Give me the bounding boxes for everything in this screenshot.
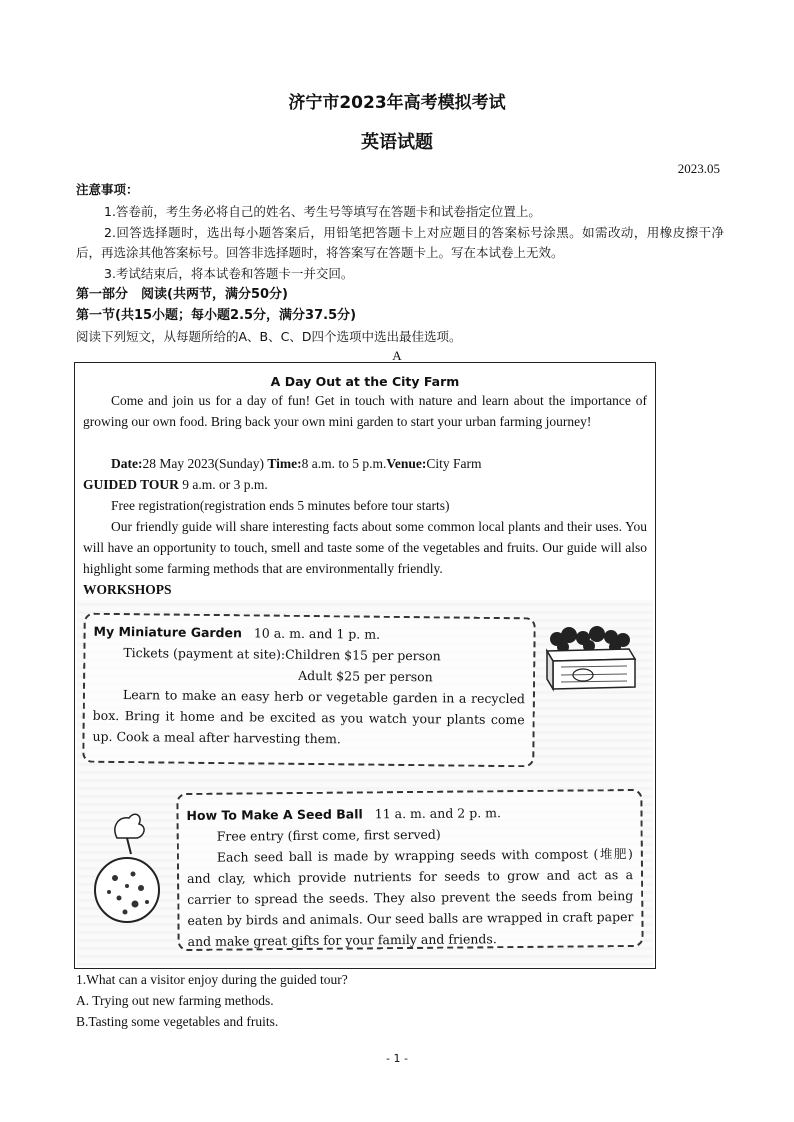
- notice-item-3: 3.考试结束后，将本试卷和答题卡一并交回。: [104, 266, 354, 281]
- workshop2-entry: Free entry (first come, first served): [216, 826, 441, 844]
- workshop1-tickets: Tickets (payment at site):Children $15 per person: [123, 645, 441, 664]
- notice-item-1: 1.答卷前，考生务必将自己的姓名、考生号等填写在答题卡和试卷指定位置上。: [104, 204, 541, 219]
- exam-subtitle: 英语试题: [361, 132, 433, 153]
- workshop1-adult: Adult $25 per person: [298, 667, 433, 685]
- tour-description: Our friendly guide will share interesting facts about some common local plants and their uses. You will have an opportunity to touch, smell and taste some of the vegetables and fruits. Our guide will also highlight some farming methods that are environmentally friendly.: [83, 519, 647, 576]
- workshop2-title: How To Make A Seed Ball: [186, 806, 363, 823]
- workshop2-description: Each seed ball is made by wrapping seeds with compost (堆肥) and clay, which provide nutrients for seeds to grow and act as a carrier to spread the seeds. They also prevent the seeds from being eaten by birds and animals. Our seed balls are wrapped in craft paper and make great gifts for your family and friends.: [186, 846, 634, 949]
- date-label: Date:: [111, 456, 143, 471]
- tour-label: GUIDED TOUR: [83, 477, 179, 492]
- seed-ball-icon: [89, 808, 165, 938]
- workshops-heading: WORKSHOPS: [83, 582, 172, 597]
- passage-letter: A: [392, 348, 402, 363]
- time-label: Time:: [267, 456, 302, 471]
- tour-heading: [83, 474, 647, 495]
- flyer-dateline: [83, 453, 647, 474]
- page-number: - 1 -: [386, 1052, 408, 1065]
- workshop-miniature-garden: [82, 613, 536, 768]
- venue-value: City Farm: [426, 456, 482, 471]
- notice-heading: 注意事项：: [76, 182, 139, 197]
- part-heading: 第一部分 阅读(共两节，满分50分): [76, 287, 288, 302]
- notice-item-2: 2.回答选择题时，选出每小题答案后，用铅笔把答题卡上对应题目的答案标号涂黑。如需改动，用橡皮擦干净后，再选涂其他答案标号。回答非选择题时，将答案写在答题卡上。写在本试卷上无效。: [76, 225, 724, 260]
- workshop1-description: Learn to make an easy herb or vegetable garden in a recycled box. Bring it home and be excited as you watch your plants come up. Cook a meal after harvesting them.: [92, 687, 525, 747]
- passage-frame: [74, 362, 656, 969]
- workshop2-times: 11 a. m. and 2 p. m.: [374, 805, 502, 822]
- question-1: 1.What can a visitor enjoy during the guided tour?: [76, 972, 348, 987]
- venue-label: Venue:: [386, 456, 427, 471]
- section-heading: 第一节(共15小题；每小题2.5分，满分37.5分): [76, 308, 357, 323]
- workshop1-title: My Miniature Garden: [93, 623, 243, 641]
- flyer-intro: Come and join us for a day of fun! Get in touch with nature and learn about the importance of growing our own food. Bring back your own mini garden to start your urban farming journey!: [83, 393, 647, 429]
- exam-title: 济宁市2023年高考模拟考试: [288, 93, 506, 113]
- instruction: 阅读下列短文，从每题所给的A、B、C、D四个选项中选出最佳选项。: [76, 329, 462, 344]
- flyer-title: A Day Out at the City Farm: [270, 374, 460, 389]
- question-1-option-b: B.Tasting some vegetables and fruits.: [76, 1014, 279, 1029]
- time-value: 8 a.m. to 5 p.m.: [301, 456, 387, 471]
- tour-registration: Free registration(registration ends 5 minutes before tour starts): [111, 498, 450, 513]
- workshop1-times: 10 a. m. and 1 p. m.: [253, 625, 381, 642]
- planter-box-icon: [543, 625, 639, 695]
- date-value: 28 May 2023(Sunday): [142, 456, 264, 471]
- workshop-seed-ball: [176, 789, 643, 951]
- question-1-option-a: A. Trying out new farming methods.: [76, 993, 274, 1008]
- exam-date: 2023.05: [677, 161, 720, 176]
- tour-times: 9 a.m. or 3 p.m.: [178, 477, 268, 492]
